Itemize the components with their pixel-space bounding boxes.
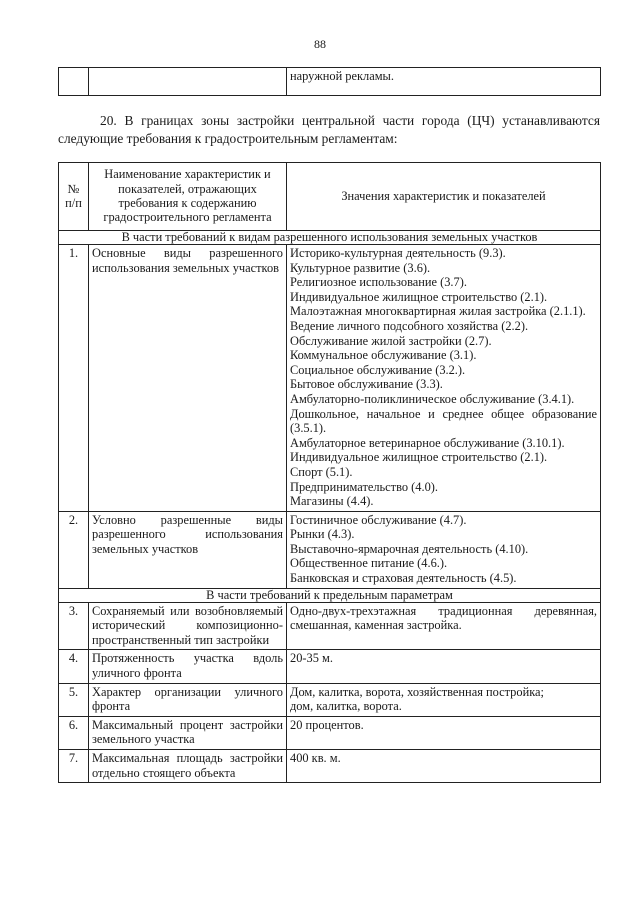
row-values: [287, 683, 601, 716]
section-title: В части требований к видам разрешенного использования земельных участков: [59, 231, 601, 245]
value-line: Социальное обслуживание (3.2.).: [290, 362, 466, 377]
value-line: Магазины (4.4).: [290, 494, 374, 509]
row-value: Одно-двух-трехэтажная традиционная деревянная, смешанная, каменная застройка.: [287, 602, 601, 650]
value-line: Предпринимательство (4.0).: [290, 479, 438, 494]
value-line: Обслуживание жилой застройки (2.7).: [290, 333, 492, 348]
row-num: 1.: [59, 245, 89, 512]
value-line: Малоэтажная многоквартирная жилая застройка (2.1.1).: [290, 304, 586, 319]
value-line: Рынки (4.3).: [290, 527, 355, 542]
value-line: Общественное питание (4.6.).: [290, 556, 448, 571]
value-line: Историко-культурная деятельность (9.3).: [290, 246, 506, 260]
value-line: дом, калитка, ворота.: [290, 699, 402, 714]
value-line: Амбулаторно-поликлиническое обслуживание (3.4.1).: [290, 391, 575, 406]
value-line: Спорт (5.1).: [290, 464, 353, 479]
row-name: Максимальный процент застройки земельного участка: [89, 716, 287, 749]
previous-table-fragment: [58, 67, 601, 96]
row-name: Протяженность участка вдоль уличного фронта: [89, 650, 287, 683]
header-num: № п/п: [59, 163, 89, 231]
row-values: [287, 511, 601, 588]
cell-name: [89, 68, 287, 96]
value-line: Дом, калитка, ворота, хозяйственная постройка;: [290, 684, 544, 699]
row-num: 7.: [59, 750, 89, 783]
cell-value: наружной рекламы.: [287, 68, 601, 96]
value-line: Индивидуальное жилищное строительство (2.1).: [290, 289, 548, 304]
row-values: [287, 245, 601, 512]
value-line: Культурное развитие (3.6).: [290, 260, 431, 275]
table-header-row: [59, 163, 601, 231]
value-line: Дошкольное, начальное и среднее общее образование (3.5.1).: [290, 406, 597, 436]
value-line: Выставочно-ярмарочная деятельность (4.10).: [290, 541, 529, 556]
header-values: Значения характеристик и показателей: [287, 163, 601, 231]
page-number: 88: [314, 37, 326, 51]
value-line: Религиозное использование (3.7).: [290, 275, 467, 290]
value-line: Индивидуальное жилищное строительство (2.1).: [290, 450, 548, 465]
row-value: 400 кв. м.: [287, 750, 601, 783]
row-name: Сохраняемый или возобновляемый исторический композиционно-пространственный тип застройки: [89, 602, 287, 650]
row-num: 2.: [59, 511, 89, 588]
row-name: Характер организации уличного фронта: [89, 683, 287, 716]
cell-num: [59, 68, 89, 96]
table-row: [59, 750, 601, 783]
row-num: 5.: [59, 683, 89, 716]
intro-text: 20. В границах зоны застройки центральной части города (ЦЧ) устанавливаются следующие требования к градостроительным регламентам:: [58, 113, 600, 146]
requirements-table: [58, 162, 601, 783]
row-value: 20-35 м.: [287, 650, 601, 683]
table-row: [59, 602, 601, 650]
value-line: Ведение личного подсобного хозяйства (2.2).: [290, 318, 529, 333]
section-row: [59, 231, 601, 245]
value-line: Банковская и страховая деятельность (4.5).: [290, 571, 517, 586]
value-line: Гостиничное обслуживание (4.7).: [290, 512, 467, 527]
table-row: [59, 650, 601, 683]
row-num: 4.: [59, 650, 89, 683]
table-row: [59, 683, 601, 716]
section-row: [59, 588, 601, 602]
section-title: В части требований к предельным параметрам: [59, 588, 601, 602]
table-row: [59, 68, 601, 96]
row-num: 6.: [59, 716, 89, 749]
value-line: Бытовое обслуживание (3.3).: [290, 377, 443, 392]
row-name: Максимальная площадь застройки отдельно стоящего объекта: [89, 750, 287, 783]
header-name: Наименование характеристик и показателей, отражающих требования к содержанию градостроительного регламента: [89, 163, 287, 231]
value-line: Коммунальное обслуживание (3.1).: [290, 348, 477, 363]
row-value: 20 процентов.: [287, 716, 601, 749]
row-num: 3.: [59, 602, 89, 650]
table-row: [59, 511, 601, 588]
row-name: Основные виды разрешенного использования земельных участков: [89, 245, 287, 512]
row-name: Условно разрешенные виды разрешенного использования земельных участков: [89, 511, 287, 588]
table-row: [59, 716, 601, 749]
intro-paragraph: [58, 112, 600, 148]
table-row: [59, 245, 601, 512]
value-line: Амбулаторное ветеринарное обслуживание (3.10.1).: [290, 435, 565, 450]
